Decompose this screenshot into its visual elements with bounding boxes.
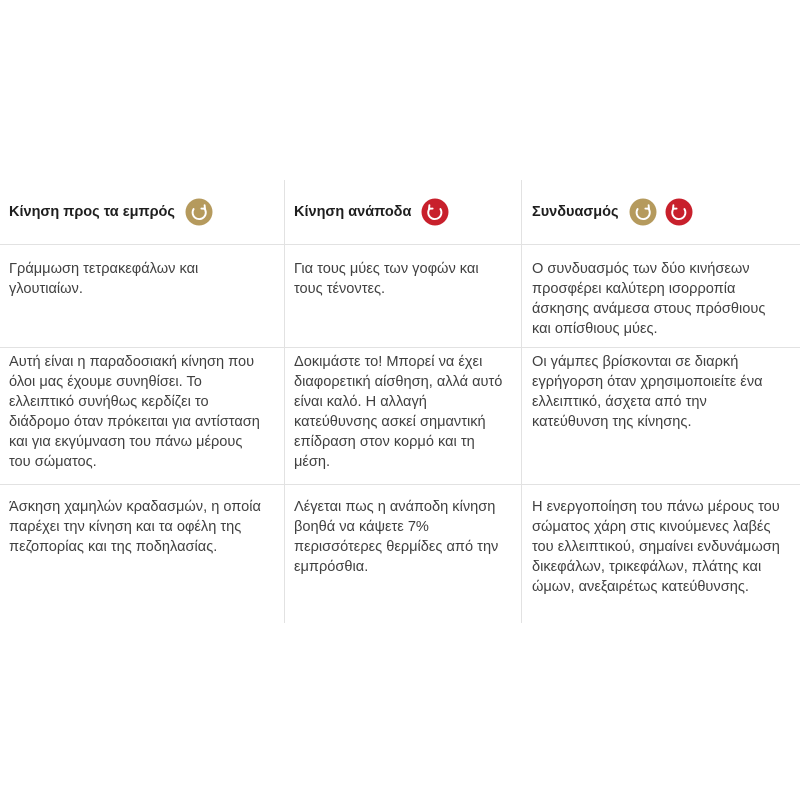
reverse-rotation-icon <box>665 198 693 226</box>
header-label-forward: Κίνηση προς τα εμπρός <box>9 204 175 220</box>
table-row <box>0 245 800 348</box>
table-row <box>0 348 800 485</box>
comparison-table <box>0 180 800 623</box>
header-cell-combination <box>521 180 800 244</box>
table-cell: Άσκηση χαμηλών κραδασμών, η οποία παρέχει την κίνηση και τα οφέλη της πεζοπορίας και της ποδηλασίας. <box>9 499 261 555</box>
forward-rotation-icon <box>629 198 657 226</box>
table-cell: Δοκιμάστε το! Μπορεί να έχει διαφορετική αίσθηση, αλλά αυτό είναι καλό. Η αλλαγή κατεύθυνσης ασκεί σημαντική επίδραση στον κορμό και τη μέση. <box>284 348 521 484</box>
forward-rotation-icon <box>185 198 213 226</box>
header-cell-forward <box>0 180 284 244</box>
reverse-rotation-icon <box>421 198 449 226</box>
table-cell: Γράμμωση τετρακεφάλων και γλουτιαίων. <box>9 261 199 297</box>
header-label-combination: Συνδυασμός <box>532 204 619 220</box>
table-cell: Η ενεργοποίηση του πάνω μέρους του σώματος χάρη στις κινούμενες λαβές του ελλειπτικού, σημαίνει ενδυνάμωση δικεφάλων, τρικεφάλων, πλάτης και ώμων, ανεξαιρέτως κατεύθυνσης. <box>521 485 800 623</box>
table-header-row <box>0 180 800 245</box>
table-cell: Λέγεται πως η ανάποδη κίνηση βοηθά να κάψετε 7% περισσότερες θερμίδες από την εμπρόσθια. <box>284 485 521 623</box>
header-label-reverse: Κίνηση ανάποδα <box>294 204 412 220</box>
header-cell-reverse <box>284 180 521 244</box>
table-cell: Οι γάμπες βρίσκονται σε διαρκή εγρήγορση όταν χρησιμοποιείτε ένα ελλειπτικό, άσχετα από την κατεύθυνση της κίνησης. <box>521 348 800 484</box>
table-cell: Ο συνδυασμός των δύο κινήσεων προσφέρει καλύτερη ισορροπία άσκησης ανάμεσα στους πρόσθιους και οπίσθιους μύες. <box>521 245 800 347</box>
table-cell: Για τους μύες των γοφών και τους τένοντες. <box>284 245 521 347</box>
table-row <box>0 485 800 623</box>
table-cell: Αυτή είναι η παραδοσιακή κίνηση που όλοι μας έχουμε συνηθίσει. Το ελλειπτικό συνήθως κερδίζει το διάδρομο όταν πρόκειται για αντίσταση και για εκγύμναση του πάνω μέρους του σώματος. <box>9 354 260 470</box>
